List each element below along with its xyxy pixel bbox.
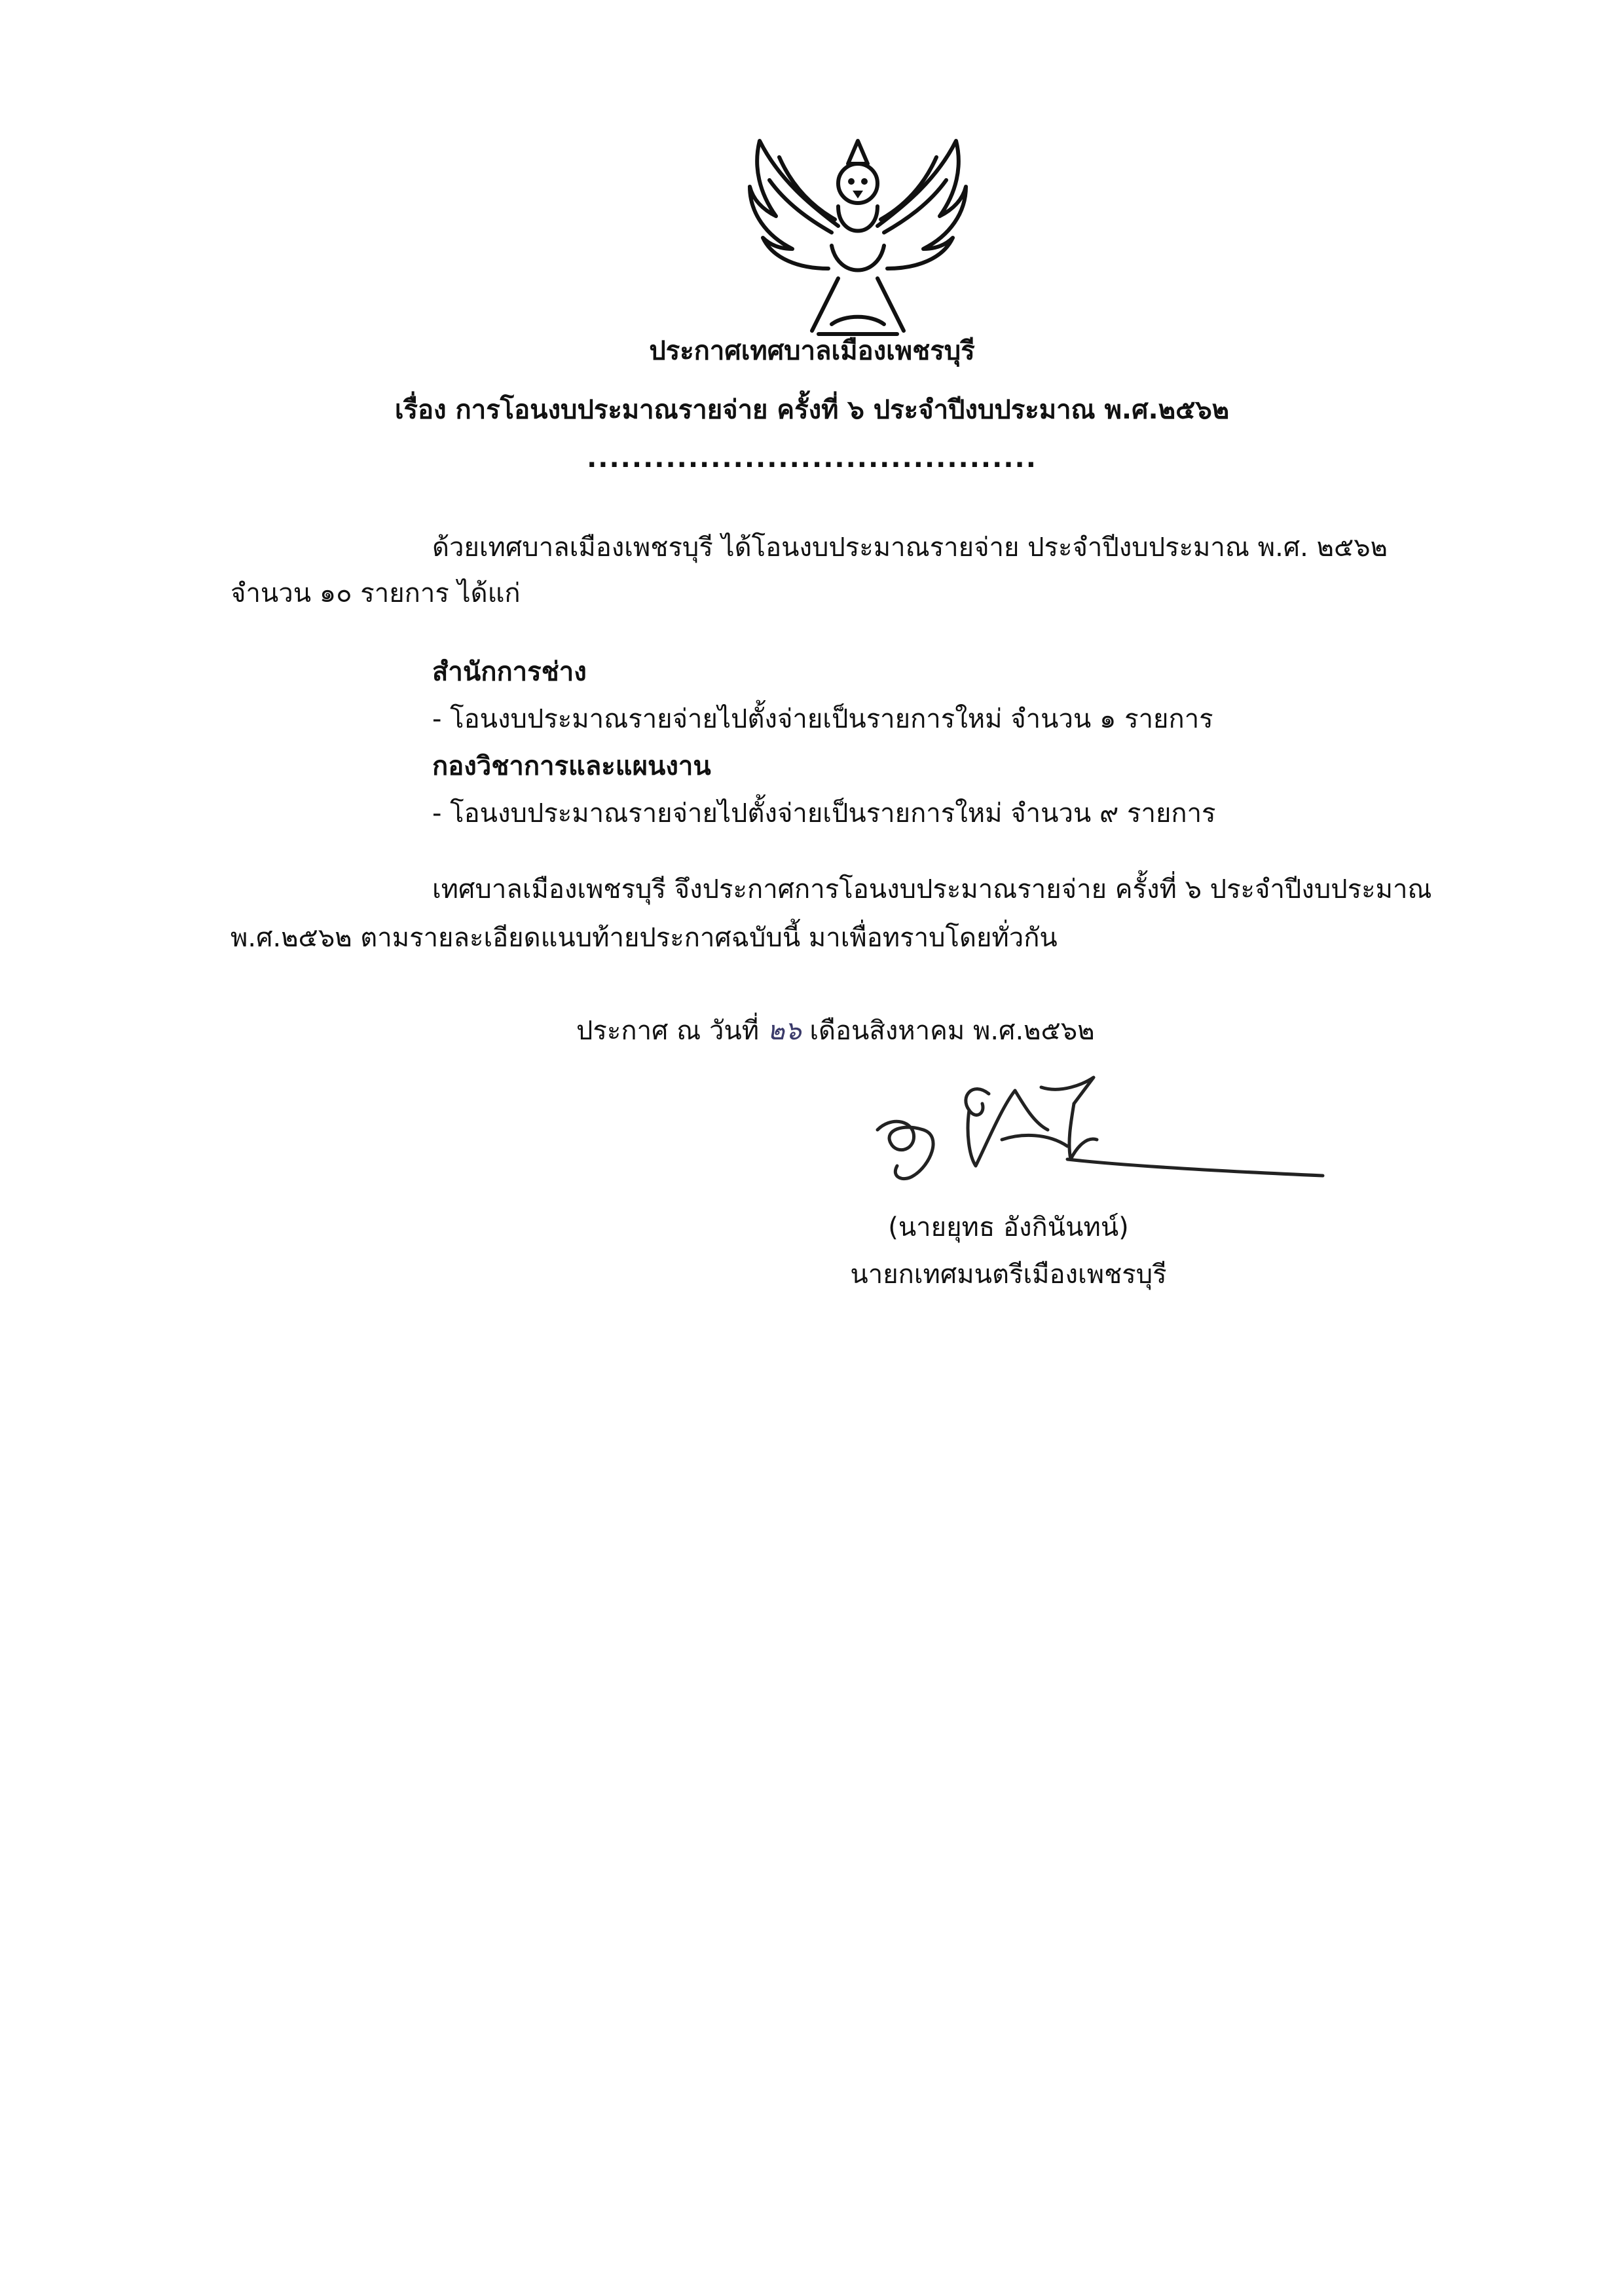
date-day: ๒๖	[767, 1016, 802, 1046]
header-separator: ........................................	[587, 443, 1037, 474]
section-item-planning: - โอนงบประมาณรายจ่ายไปตั้งจ่ายเป็นรายการใหม่ จำนวน ๙ รายการ	[432, 798, 1216, 829]
paragraph-2-line-2: พ.ศ.๒๕๖๒ ตามรายละเอียดแนบท้ายประกาศฉบับนี้ มาเพื่อทราบโดยทั่วกัน	[231, 923, 1058, 953]
signatory-name: (นายยุทธ อังกินันทน์)	[888, 1212, 1129, 1242]
date-prefix: ประกาศ ณ วันที่	[576, 1016, 760, 1046]
paragraph-2-line-1: เทศบาลเมืองเพชรบุรี จึงประกาศการโอนงบประมาณรายจ่าย ครั้งที่ ๖ ประจำปีงบประมาณ	[432, 874, 1432, 905]
announcement-title: ประกาศเทศบาลเมืองเพชรบุรี	[649, 336, 975, 366]
paragraph-1-line-1: ด้วยเทศบาลเมืองเพชรบุรี ได้โอนงบประมาณรายจ่าย ประจำปีงบประมาณ พ.ศ. ๒๕๖๒	[432, 532, 1388, 563]
section-item-engineering: - โอนงบประมาณรายจ่ายไปตั้งจ่ายเป็นรายการใหม่ จำนวน ๑ รายการ	[432, 704, 1213, 734]
handwritten-signature-icon	[851, 1068, 1336, 1192]
paragraph-1-line-2: จำนวน ๑๐ รายการ ได้แก่	[231, 578, 521, 608]
announcement-subject: เรื่อง การโอนงบประมาณรายจ่าย ครั้งที่ ๖ ประจำปีงบประมาณ พ.ศ.๒๕๖๒	[394, 395, 1230, 425]
announcement-date	[576, 1013, 1095, 1049]
garuda-emblem-icon	[740, 128, 976, 344]
section-heading-planning: กองวิชาการและแผนงาน	[432, 751, 711, 781]
section-heading-engineering: สำนักการช่าง	[432, 657, 587, 687]
date-suffix: เดือนสิงหาคม พ.ศ.๒๕๖๒	[809, 1016, 1095, 1046]
signatory-position: นายกเทศมนตรีเมืองเพชรบุรี	[850, 1259, 1167, 1290]
